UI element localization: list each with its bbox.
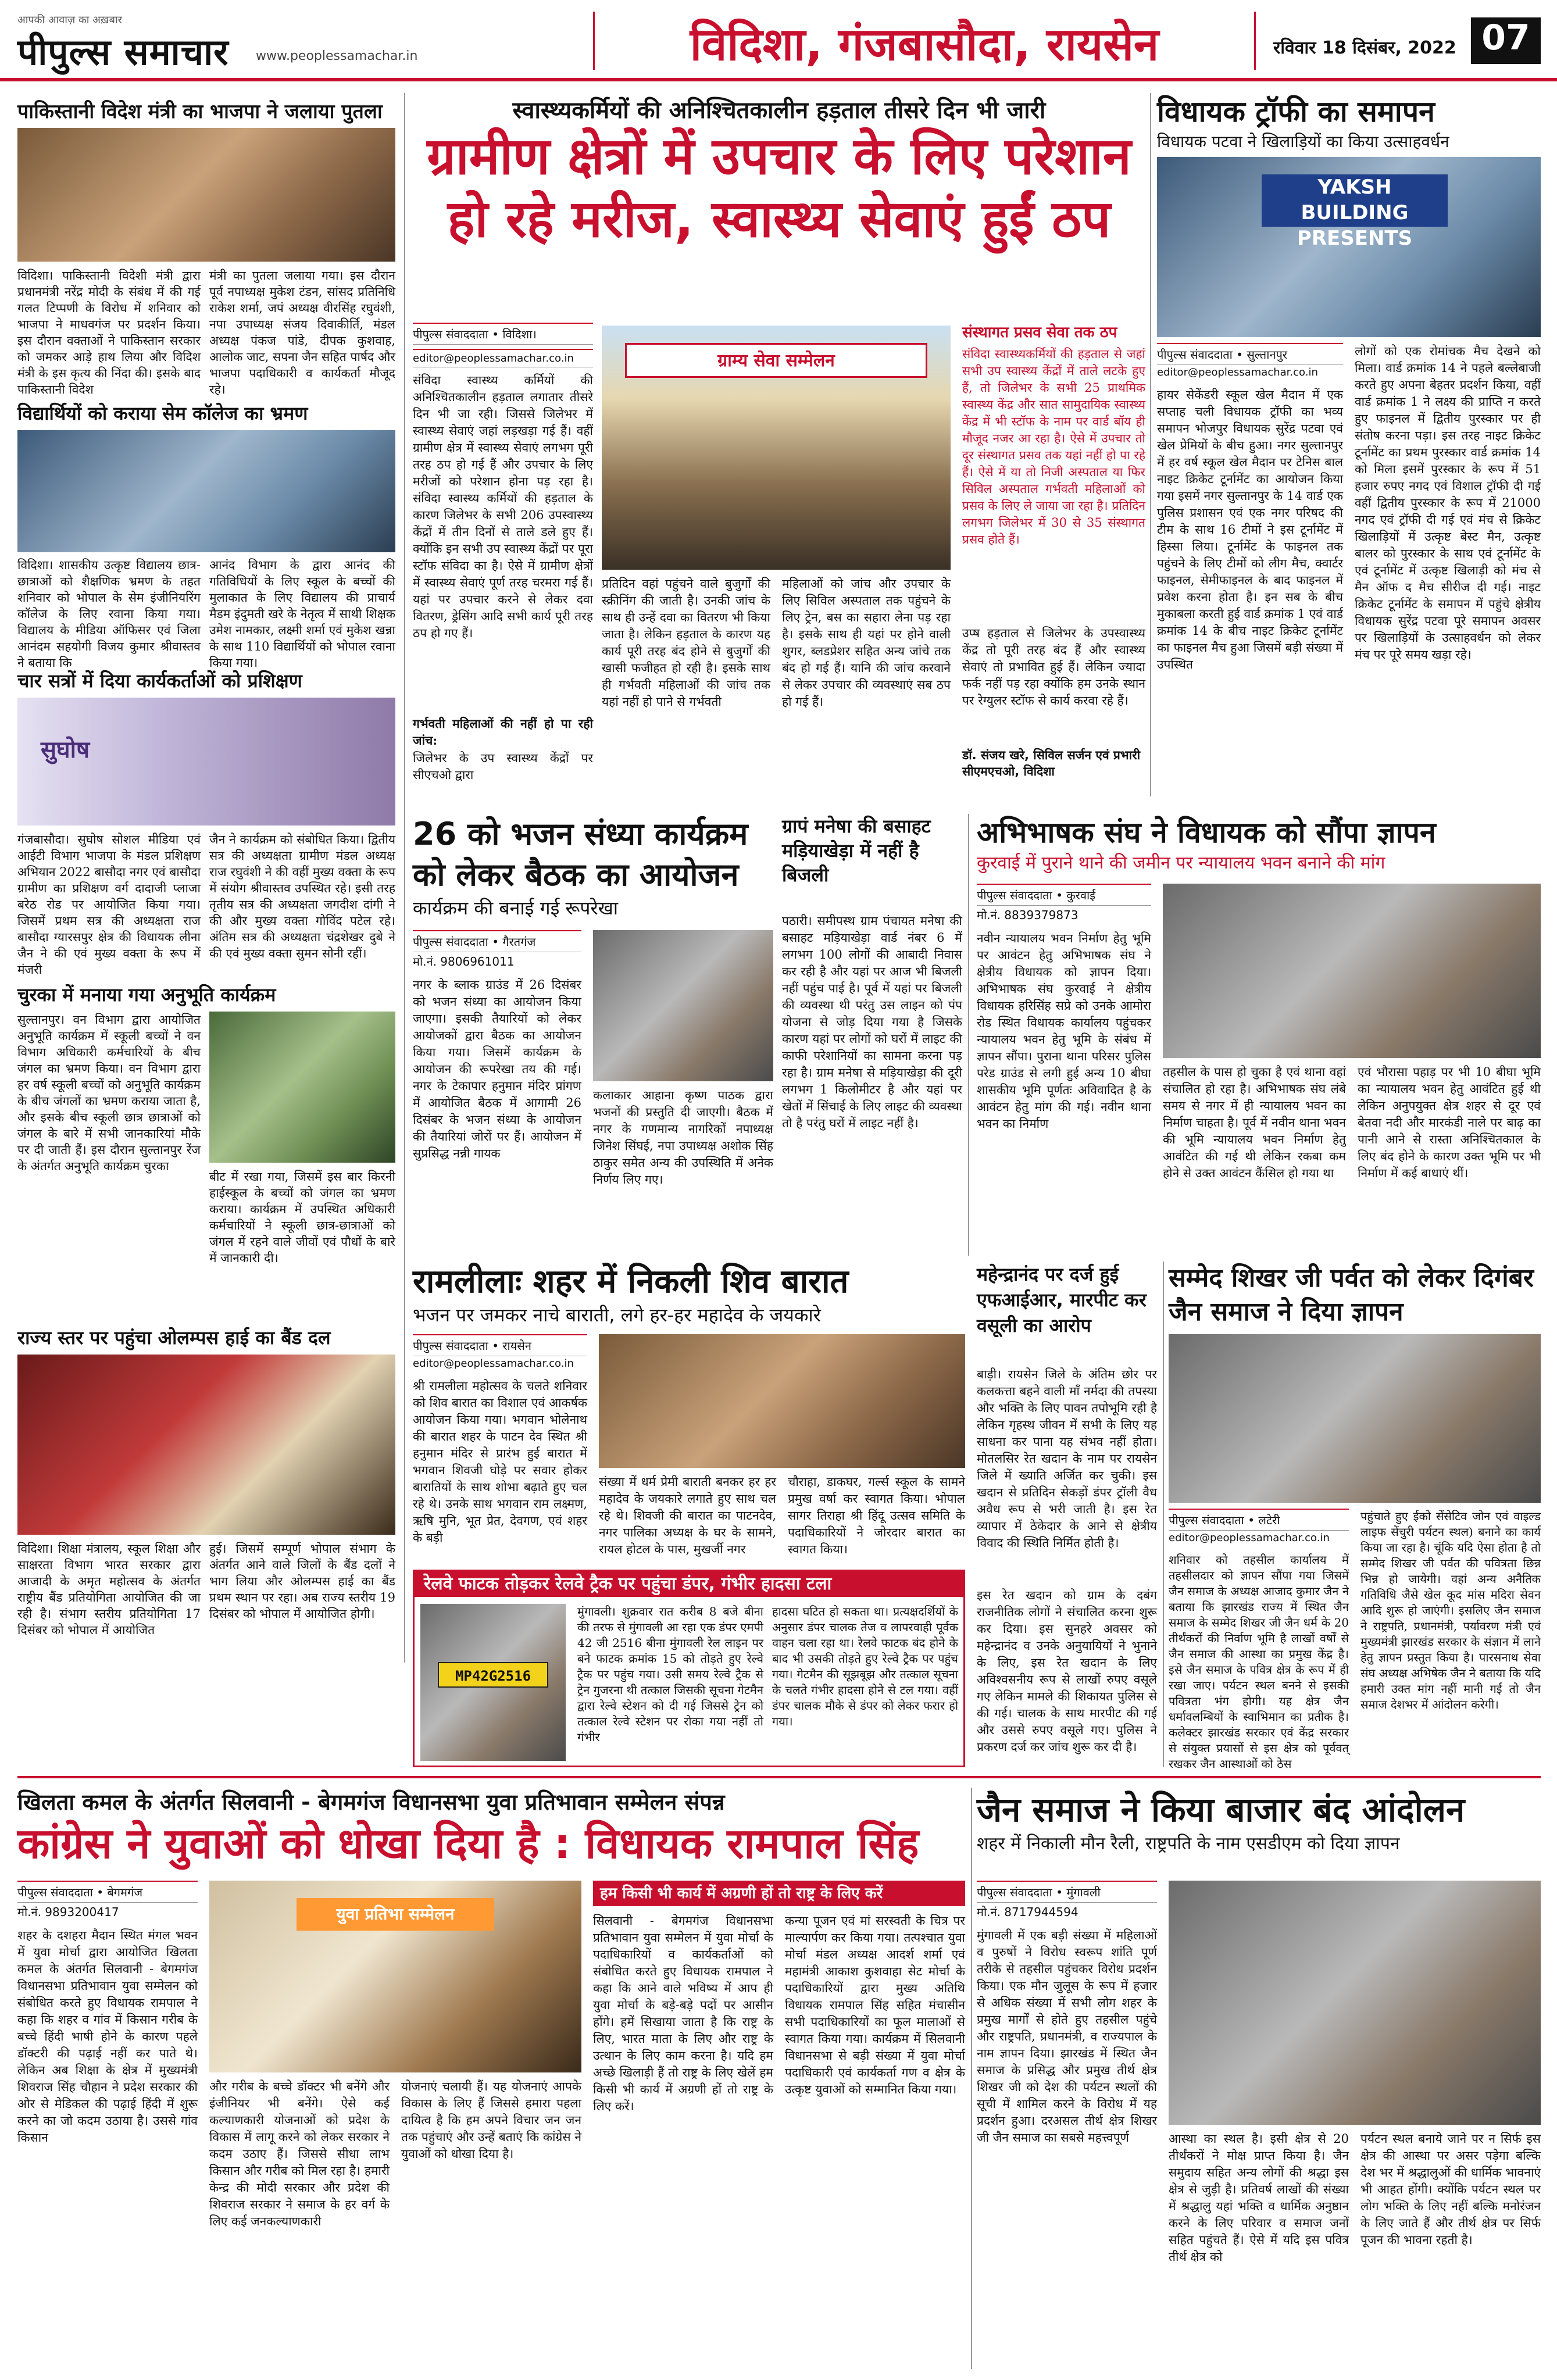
lead-headline-line1: ग्रामीण क्षेत्रों में उपचार के लिए परेशान bbox=[427, 126, 1131, 186]
story-jain bbox=[977, 1788, 1541, 2369]
headline: रामलीलाः शहर में निकली शिव बारात bbox=[413, 1263, 849, 1300]
body-text: जैन ने कार्यक्रम को संबोधित किया। द्वितीय सत्र की अध्यक्षता ग्रामीण मंडल अध्यक्ष राज रघुवंशी ने की वहीं मुख्य वक्ता के रूप में संयोग श्रीवास्तव उपस्थित रहे। इसी तरह तृतीय सत्र की अध्यक्षता जगदीश दांगी ने की और मुख्य वक्ता गोविंद पटेल रहे। अंतिम सत्र की अध्यक्षता चंद्रशेखर दुबे ने की एवं मुख्य वक्ता सुमन सोनी रहीं। bbox=[209, 832, 395, 960]
byline: पीपुल्स संवाददाता • मुंगावली bbox=[977, 1881, 1157, 1903]
photo bbox=[1169, 1881, 1541, 2125]
masthead bbox=[0, 0, 1557, 81]
photo bbox=[209, 1012, 395, 1163]
body-text: कन्या पूजन एवं मां सरस्वती के चित्र पर माल्यार्पण कर किया गया। तत्पश्चात युवा मोर्चा मंडल अध्यक्ष आदर्श शर्मा एवं महामंत्री आकाश कुशवाहा सेट मोर्चा के पदाधिकारियों द्वारा मुख्य अतिथि विधायक रामपाल सिंह सहित मंचासीन सभी पदाधिकारियों का फूल मालाओं से स्वागत किया गया। कार्यक्रम में सिलवानी विधानसभा से बड़ी संख्या में युवा मोर्चा पदाधिकारी एवं कार्यकर्ता गण व क्षेत्र के उत्कृष्ट युवाओं को सम्मानित किया गया। bbox=[785, 1914, 965, 2096]
body-text: तहसील के पास हो चुका है एवं थाना वहां संचालित हो रहा है। अभिभाषक संघ लंबे समय से नगर में ही न्यायालय भवन का निर्माण चाहता है। पूर्व में नवीन थाना भवन की भूमि न्यायालय भवन निर्माण हेतु आवंटित की गई थी लेकिन रकबा कम होने से उक्त आवंटन कैंसिल हो गया था bbox=[1163, 1065, 1346, 1180]
event-banner: YAKSH BUILDING PRESENTS bbox=[1262, 174, 1448, 227]
mobile: मो.नं. 9806961011 bbox=[413, 955, 515, 969]
photo bbox=[1169, 1334, 1541, 1503]
byline: पीपुल्स संवाददाता • रायसेन bbox=[413, 1334, 587, 1356]
photo bbox=[420, 1604, 566, 1761]
body-text: इस रेत खदान को ग्राम के दबंग राजनीतिक लोगों ने संचालित करना शुरू कर दिया। इस सुनहरे अवसर को महेन्द्रानंद व उनके अनुयायियों ने भुनाने के लिए, इस रेत खदान के लिए अविश्वसनीय रूप से लाखों रुपए वसूले गए लेकिन मामले की शिकायत पुलिस से की गई। चालक के साथ मारपीट की गई और उससे रुपए वसूले गए। पुलिस ने प्रकरण दर्ज कर जांच शुरू कर दी है। bbox=[977, 1588, 1157, 1754]
email: editor@peoplessamachar.co.in bbox=[413, 1357, 574, 1370]
photo bbox=[17, 430, 395, 552]
body-text: महिलाओं को जांच और उपचार के लिए सिविल अस्पताल तक पहुंचने के लिए ट्रेन, बस का सहारा लेना पड़ रहा है। इसके साथ ही यहां पर होने वाली शुगर, ब्लडप्रेशर सहित अन्य जांचे तक बंद हो गई हैं। यानि की जांच करवाने से लेकर उपचार की व्यवस्थाएं सब ठप हो गई हैं। bbox=[782, 577, 951, 709]
body-text: प्रतिदिन वहां पहुंचने वाले बुजुर्गों की स्क्रीनिंग की जाती है। उनकी जांच के साथ ही उन्हें दवा का वितरण भी किया जाता है। लेकिन हड़ताल के कारण यह कार्य पूरी तरह बंद होने से बुजुर्गों की खासी फजीहत हो रही है। इसके साथ ही गर्भवती महिलाओं की जांच तक यहां नहीं हो पाने से गर्भवती bbox=[602, 577, 770, 709]
body-text: बाड़ी। रायसेन जिले के अंतिम छोर पर कलकत्ता बहने वाली माँ नर्मदा की तपस्या और भक्ति के लिए पावन तपोभूमि रही है लेकिन गृहस्थ जीवन में सभी के लिए यह साधना कर पाना यह संभव नहीं होता। मोतलसिर रेत खदान के नाम पर रायसेन जिले में ख्याति अर्जित कर चुकी। इस खदान से प्रतिदिन सेकड़ों डंपर ट्रॉली वैध अवैध रूप से भरी जाती है। इस रेत व्यापार में ठेकेदार के आने से क्षेत्रीय विवाद की स्थिति निर्मित होती है। bbox=[977, 1367, 1157, 1550]
mobile: मो.नं. 8717944594 bbox=[977, 1905, 1079, 1919]
body-text: मुंगावली। शुक्रवार रात करीब 8 बजे बीना की तरफ से मुंगावली आ रहा एक डंपर एमपी 42 जी 2516 बीना मुंगावली रेल लाइन पर बने फाटक क्रमांक 15 को तोड़ते हुए रेल्वे ट्रैक पर पहुंच गया। उसी समय रेल्वे ट्रैक से ट्रेन गुजरना थी तत्काल जिसकी सूचना गेटमैन द्वारा रेल्वे स्टेशन को दी गई जिससे ट्रेन को तत्काल रेल्वे स्टेशन पर रोका गया नहीं तो गंभीर bbox=[577, 1604, 763, 1744]
quote-attribution: डॉ. संजय खरे, सिविल सर्जन एवं प्रभारी सीएमएचओ, विदिशा bbox=[962, 748, 1141, 778]
lead-story bbox=[413, 93, 1145, 796]
subhead-bold: गर्भवती महिलाओं की नहीं हो पा रही जांच: bbox=[413, 716, 593, 748]
kicker: खिलता कमल के अंतर्गत सिलवानी - बेगमगंज विधानसभा युवा प्रतिभावान सम्मेलन संपन्न bbox=[17, 1789, 725, 1815]
byline bbox=[413, 323, 593, 345]
column-rule bbox=[404, 93, 405, 1663]
lead-headline-line2: हो रहे मरीज, स्वास्थ्य सेवाएं हुईं ठप bbox=[447, 189, 1111, 249]
body-text: सुल्तानपुर। वन विभाग द्वारा आयोजित अनुभूति कार्यक्रम में स्कूली बच्चों ने वन विभाग अधिकारी कर्मचारियों के बीच जंगल का भ्रमण किया। वन विभाग द्वारा हर वर्ष स्कूली बच्चों को अनुभूति कार्यक्रम के बीच जंगलों का भ्रमण कराया जाता है, और इसके बीच स्कूली छात्र छात्राओं को जंगल के बारे में सभी जानकारियां मौके पर दी जाती हैं। इस दौरान सुल्तानपुर रेंज के अंतर्गत अनुभूति कार्यक्रम चुरका bbox=[17, 1013, 201, 1173]
photo bbox=[17, 698, 395, 826]
story-lawyers bbox=[977, 814, 1541, 1256]
body-text: हुई। जिसमें सम्पूर्ण भोपाल संभाग के अंतर्गत आने वाले जिलों के बैंड दलों ने भाग लिया और ओलम्पस हाई का बैंड प्रथम स्थान पर रहा। अब राज्य स्तरीय 19 दिसंबर को भोपाल में आयोजित होगी। bbox=[209, 1542, 395, 1621]
headline: चार सत्रों में दिया कार्यकर्ताओं को प्रशिक्षण bbox=[17, 670, 302, 692]
body-text: मुंगावली में एक बड़ी संख्या में महिलाओं व पुरुषों ने विरोध स्वरूप शांति पूर्ण तरीके से तहसील पहुंचकर विरोध प्रदर्शन किया। एक मौन जुलूस के रूप में हजार से अधिक संख्या में सभी लोग शहर के प्रमुख मार्गों से होते हुए तहसील पहुंचे और राष्ट्रपति, प्रधानमंत्री, व राज्यपाल के नाम ज्ञापन दिया। झारखंड में स्थित जैन समाज के प्रसिद्ध और प्रमुख तीर्थ क्षेत्र शिखर जी को देश की पर्यटन स्थलों की सूची में शामिल करने के विरोध में यह प्रदर्शन हुआ। दरअसल तीर्थ क्षेत्र शिखर जी जैन समाज का सबसे महत्त्वपूर्ण bbox=[977, 1928, 1157, 2145]
subhead-bar: हम किसी भी कार्य में अग्रणी हों तो राष्ट्र के लिए करें bbox=[593, 1881, 965, 1906]
column-rule bbox=[1150, 93, 1151, 796]
number-plate: MP42G2516 bbox=[438, 1662, 548, 1688]
byline-text: पीपुल्स संवाददाता • विदिशा। bbox=[413, 327, 537, 341]
body-text: नवीन न्यायालय भवन निर्माण हेतु भूमि पर आवंटन हेतु अभिभाषक संघ ने क्षेत्रीय विधायक को ज्ञापन दिया। अभिभाषक संघ कुरवाई ने क्षेत्रीय विधायक हरिसिंह सप्रे को उनके आमोरा रोड स्थित विधायक कार्यालय पहुंचकर न्यायालय भवन हेतु भूमि के संबंध में ज्ञापन सौंपा। पुराना थाना परिसर पुलिस परेड ग्राउंड से लगी हुई अन्य 10 बीघा शासकीय भूमि पूर्णतः अविवादित है के आवंटन हेतु मांग की गई। नवीन थाना भवन का निर्माण bbox=[977, 931, 1151, 1131]
headline: जैन समाज ने किया बाजार बंद आंदोलन bbox=[977, 1790, 1465, 1829]
body-text: गंजबासौदा। सुघोष सोशल मीडिया एवं आईटी विभाग भाजपा के मंडल प्रशिक्षण अभियान 2022 बासौदा नगर एवं बासौदा ग्रामीण का प्रशिक्षण वर्ग दादाजी प्लाजा बरेठ रोड पर आयोजित किया गया। जिसमें प्रथम सत्र की अध्यक्षता राज बासौदा ग्यारसपुर क्षेत्र की विधायक लीना जैन ने की एवं मुख्य वक्ता के रूप में मंजरी bbox=[17, 832, 201, 977]
headline: 26 को भजन संध्या कार्यक्रम bbox=[413, 816, 748, 852]
logo-name: पीपुल्स समाचार bbox=[17, 31, 229, 73]
side-text: संविदा स्वास्थ्यकर्मियों की हड़ताल से जहां सभी उप स्वास्थ्य केंद्रों में ताले लटके हुए हैं, तो जिलेभर के सभी 25 प्राथमिक स्वास्थ्य केंद्र और सात सामुदायिक स्वास्थ्य केंद्र में भी स्टॉफ के नाम पर वार्ड बॉय ही मौजूद नजर आ रहा है। ऐसे में उपचार तो दूर संस्थागत प्रसव तक यहां नहीं हो पा रहे हैं। ऐसे में या तो निजी अस्पताल या फिर सिविल अस्पताल गर्भवती महिलाओं को प्रसव के लिए ले जाया जा रहा है। प्रतिदिन लगभग जिलेभर में 30 से 35 संस्थागत प्रसव होते हैं। bbox=[962, 347, 1145, 546]
headline: महेन्द्रानंद पर दर्ज हुई एफआईआर, मारपीट कर वसूली का आरोप bbox=[977, 1263, 1147, 1336]
column-rule bbox=[1163, 1262, 1164, 1767]
byline: पीपुल्स संवाददाता • लटेरी bbox=[1169, 1509, 1349, 1531]
body-text: हादसा घटित हो सकता था। प्रत्यक्षदर्शियों के अनुसार डंपर चालक तेज व लापरवाही पूर्वक वाहन चला रहा था। रेलवे फाटक बंद होने के बाद भी उसकी तोड़ते हुए रेल्वे ट्रैक पर पहुंच गया। गेटमैन की सूझबूझ और तत्काल सूचना के चलते गंभीर हादसा होने से टल गया। वहीं डंपर चालक मौके से डंपर को लेकर फरार हो गया। bbox=[772, 1604, 958, 1728]
photo bbox=[1157, 157, 1541, 337]
body-text: पर्यटन स्थल बनाये जाने पर न सिर्फ इस क्षेत्र की आस्था पर असर पड़ेगा बल्कि देश भर में श्रद्धालुओं की धार्मिक भावनाएं भी आहत होंगी। क्योंकि पर्यटन स्थल पर लोग भक्ति के लिए नहीं बल्कि मनोरंजन के लिए जाते हैं और तीर्थ क्षेत्र पर सिर्फ पूजन की भावना रहती है। bbox=[1360, 2132, 1541, 2247]
photo bbox=[209, 1881, 581, 2072]
email: editor@peoplessamachar.co.in bbox=[413, 349, 593, 367]
story-training bbox=[17, 669, 395, 977]
byline: पीपुल्स संवाददाता • गैरतगंज bbox=[413, 930, 581, 952]
photo bbox=[1163, 884, 1541, 1058]
email: editor@peoplessamachar.co.in bbox=[1157, 366, 1318, 378]
body-text: नगर के ब्लाक ग्राउंड में 26 दिसंबर को भजन संध्या का आयोजन किया जाएगा। इसकी तैयारियों को लेकर आयोजकों द्वारा बैठक का आयोजन किया गया। जिसमें कार्यक्रम के आयोजन की रूपरेखा तय की गई। नगर के टेकापार हनुमान मंदिर प्रांगण में आयोजित बैठक में आगामी 26 दिसंबर के भजन संध्या के आयोजन की तैयारियां जोरों पर हैं। आयोजन में सुप्रसिद्ध नन्नी गायक bbox=[413, 978, 581, 1160]
sughosh-logo: सुघोष bbox=[41, 737, 90, 763]
seminar-banner: ग्राम्य सेवा सम्मेलन bbox=[625, 343, 927, 378]
story-sammed bbox=[1169, 1262, 1541, 1771]
dateline: रविवार 18 दिसंबर, 2022 bbox=[1273, 38, 1456, 58]
side-headline: संस्थागत प्रसव सेवा तक ठप bbox=[962, 324, 1117, 341]
story-railway bbox=[413, 1570, 965, 1767]
story-electricity bbox=[782, 814, 962, 1256]
headline: को लेकर बैठक का आयोजन bbox=[413, 856, 739, 893]
headline: चुरका में मनाया गया अनुभूति कार्यक्रम bbox=[17, 984, 276, 1006]
story-college-visit bbox=[17, 401, 395, 670]
quote: उप्ष हड़ताल से जिलेभर के उपस्वास्थ्य केंद्र तो पूरी तरह बंद हैं और स्वास्थ्य सेवाएं तो प्रभावित हुई हैं। लेकिन ज्यादा फर्क नहीं पड़ रहा क्योंकि हम उनके स्थान पर रेग्युलर स्टॉफ से कार्य करवा रहे हैं। bbox=[962, 626, 1145, 707]
body-text: पठारी। समीपस्थ ग्राम पंचायत मनेषा की बसाहट मड़ियाखेड़ा वार्ड नंबर 6 में लगभग 100 लोगों की आबादी निवास कर रही है और यहां पर आज भी बिजली नहीं पहुंच पाई है। पूर्व में यहां पर बिजली की व्यवस्था थी परंतु उस लाइन को पंप योजना से जोड़ दिया गया है जिसके कारण यहां पर लोगों को घरों में लाइट की काफी परेशानियों का सामना करना पड़ रहा है। ग्राम मनेषा से मड़ियाखेड़ा की दूरी लगभग 1 किलोमीटर है और यहां पर खेतों में सिंचाई के लिए लाइट की व्यवस्था तो है परंतु घरों में लाइट नहीं है। bbox=[782, 914, 962, 1130]
byline: पीपुल्स संवाददाता • बेगमगंज bbox=[17, 1881, 198, 1903]
subhead: भजन पर जमकर नाचे बाराती, लगे हर-हर महादेव के जयकारे bbox=[413, 1304, 821, 1326]
body-text: सिलवानी - बेगमगंज विधानसभा प्रतिभावान युवा सम्मेलन में युवा मोर्चा के पदाधिकारियों व कार्यकर्ताओं को संबोधित करते हुए विधायक रामपाल ने कहा कि आने वाले भविष्य में आप ही युवा मोर्चा के बड़े-बड़े पदों पर आसीन होंगे। हमें सिखाया जाता है कि राष्ट्र के लिए, भारत माता के लिए और राष्ट्र के उत्थान के लिए काम करना है। यदि हम अच्छे खिलाड़ी हैं तो राष्ट्र के लिए खेलें हम किसी भी कार्य में अग्रणी हों तो राष्ट्र के लिए करें। bbox=[593, 1914, 773, 2113]
lead-kicker: स्वास्थ्यकर्मियों की अनिश्चितकालीन हड़ताल तीसरे दिन भी जारी bbox=[512, 97, 1046, 124]
body-text: विदिशा। पाकिस्तानी विदेशी मंत्री द्वारा प्रधानमंत्री नरेंद्र मोदी के संबंध में की गई गलत टिप्पणी के विरोध में शनिवार को भाजपा ने माधवगंज पर प्रदर्शन किया। इस दौरान वक्ताओं ने पाकिस्तान सरकार को जमकर आड़े हाथ लिया और विदिश मंत्री के इस कृत्य की निंदा की। इसके बाद पाकिस्तानी विदेश bbox=[17, 269, 201, 396]
body-text: विदिशा। शिक्षा मंत्रालय, स्कूल शिक्षा और साक्षरता विभाग भारत सरकार द्वारा आजादी के अमृत महोत्सव के अंतर्गत राष्ट्रीय बैंड प्रतियोगिता आयोजित की जा रही है। संभाग स्तरीय प्रतियोगिता 17 दिसंबर को भोपाल में आयोजित bbox=[17, 1542, 201, 1637]
story-congress bbox=[17, 1788, 965, 2369]
subhead: कार्यक्रम की बनाई गई रूपरेखा bbox=[413, 897, 619, 919]
story-trophy bbox=[1157, 93, 1541, 796]
photo bbox=[593, 930, 773, 1081]
headline-bar: रेलवे फाटक तोड़कर रेलवे ट्रैक पर पहुंचा डंपर, गंभीर हादसा टला bbox=[415, 1571, 963, 1597]
body-text: मंत्री का पुतला जलाया गया। इस दौरान पूर्व नपाध्यक्ष मुकेश टंडन, सांसद प्रतिनिधि राकेश शर्मा, जपं अध्यक्ष वीरसिंह रघुवंशी, नपा उपाध्यक्ष संजय दिवाकीर्ति, मंडल अध्यक्ष पंकज पांडे, दीपक कुशवाह, आलोक जाट, सपना जैन सहित पार्षद और भाजपा पदाधिकारी व कार्यकर्ता मौजूद रहे। bbox=[209, 269, 395, 396]
headline: विधायक ट्रॉफी का समापन bbox=[1157, 95, 1435, 128]
headline: सम्मेद शिखर जी पर्वत को लेकर दिगंबर जैन समाज ने दिया ज्ञापन bbox=[1169, 1263, 1534, 1327]
body-text: संविदा स्वास्थ्य कर्मियों की अनिश्चितकालीन हड़ताल लगातार तीसरे दिन भी जा रही। जिससे जिलेभर में स्वास्थ्य सेवाएं जहां लड़खड़ा गई हैं। वहीं ग्रामीण क्षेत्र में स्वास्थ्य सेवाएं लगभग पूरी तरह ठप हो गई हैं और उपचार के लिए मरीजों को परेशान होना पड़ रहा है। संविदा स्वास्थ्य कर्मियों की हड़ताल के कारण जिलेभर के सभी 206 उपस्वास्थ्य केंद्रों में तीन दिनों से ताले डले हुए हैं। क्योंकि इन सभी उप स्वास्थ्य केंद्रों पर पूरा स्टॉफ संविदा का है। ऐसे में ग्रामीण क्षेत्रों में स्वास्थ्य सेवाएं पूर्ण तरह चरमरा गई हैं। यहां पर उपचार करने से लेकर दवा वितरण, ड्रेसिंग आदि सभी कार्य पूरी तरह ठप हो गए हैं। bbox=[413, 373, 593, 640]
body-text: शहर के दशहरा मैदान स्थित मंगल भवन में युवा मोर्चा द्वारा आयोजित खिलता कमल के अंतर्गत सिलवानी - बेगमगंज विधानसभा प्रतिभावान युवा सम्मेलन को संबोधित करते हुए विधायक रामपाल ने कहा कि शहर व गांव में किसान गरीब के बच्चे हिंदी भाषी होने के कारण पहले डॉक्टरी की पढ़ाई नहीं कर पाते थे। लेकिन अब शिक्षा के क्षेत्र में मुख्यमंत्री शिवराज सिंह चौहान ने प्रदेश सरकार की ओर से मेडिकल की पढ़ाई हिंदी में शुरू करने का जो कदम उठाया है। उससे गांव किसान bbox=[17, 1928, 198, 2145]
story-effigy bbox=[17, 99, 395, 396]
photo bbox=[599, 1334, 965, 1468]
email: editor@peoplessamachar.co.in bbox=[1169, 1532, 1330, 1544]
photo bbox=[17, 128, 395, 262]
mobile: मो.नं. 8839379873 bbox=[977, 908, 1079, 922]
byline: पीपुल्स संवाददाता • कुरवाई bbox=[977, 884, 1151, 906]
logo-tagline: आपकी आवाज़ का अख़बार bbox=[17, 14, 122, 26]
side-panel bbox=[962, 323, 1145, 796]
subhead: विधायक पटवा ने खिलाड़ियों का किया उत्साहवर्धन bbox=[1157, 132, 1449, 151]
headline: कांग्रेस ने युवाओं को धोखा दिया है : विधायक रामपाल सिंह bbox=[17, 1819, 919, 1868]
body-text: बीट में रखा गया, जिसमें इस बार किरनी हाईस्कूल के बच्चों को जंगल का भ्रमण कराया। कार्यक्रम में उपस्थित अधिकारी कर्मचारियों ने स्कूली छात्र-छात्राओं को जंगल में रहने वाले जीवों एवं पौधों के बारे में जानकारी दी। bbox=[209, 1170, 395, 1265]
story-fir bbox=[977, 1262, 1157, 1767]
story-bhajan bbox=[413, 814, 773, 1256]
body-text: लोगों को एक रोमांचक मैच देखने को मिला। वार्ड क्रमांक 14 ने पहले बल्लेबाजी करते हुए अपना बेहतर प्रदर्शन किया, वहीं वार्ड क्रमांक 1 ने लक्ष्य की प्राप्ति न करते हुए फाइनल में द्वितीय पुरस्कार पर ही संतोष करना पड़ा। इस तरह नाइट क्रिकेट टूर्नामेंट का प्रथम पुरस्कार वार्ड क्रमांक 14 को मिला इसमें पुरस्कार के रूप में 51 हजार रुपए नगद एवं विशाल ट्रॉफी दी गई वहीं द्वितीय पुरस्कार के रूप में 21000 नगद एवं ट्रॉफी दी गई एवं मंच से क्रिकेट खिलाड़ियों में उत्कृष्ट बेस्ट मैन, उत्कृष्ट बालर को पुरस्कार के साथ एवं टूर्नामेंट के एवं टूर्नामेंट में उत्कृष्ट खिलाड़ी को मंच से मैन ऑफ द मैच सीरीज दी गई। नाइट क्रिकेट टूर्नामेंट के समापन में पहुंचे क्षेत्रीय विधायक सुरेंद्र पटवा पूरे समापन अवसर पर खिलाड़ियों के उत्साहवर्धन को लेकर मंच पर पूरे समय खड़ा रहे। bbox=[1355, 344, 1541, 662]
body-text: शनिवार को तहसील कार्यालय में तहसीलदार को ज्ञापन सौंपा गया जिसमें जैन समाज के अध्यक्ष आजाद कुमार जैन ने बताया कि झारखंड राज्य में स्थित जैन समाज के सम्मेद शिखर जी जैन धर्म के 20 तीर्थंकरों की निर्वाण भूमि है लाखों वर्षों से जैन समाज की आस्था का प्रमुख केंद्र है। इसे जैन समाज के पवित्र क्षेत्र के रूप में ही रखा जाए। पर्यटन स्थल बनने से इसकी पवित्रता भंग होगी। यह क्षेत्र जैन धर्मावलम्बियों के स्वाभिमान का प्रतीक है। कलेक्टर झारखंड सरकार एवं केंद्र सरकार से संयुक्त प्रयासों से इस क्षेत्र को पूर्ववत् रखकर जैन आस्थाओं को ठेस bbox=[1169, 1553, 1349, 1771]
body-text: चौराहा, डाकघर, गर्ल्स स्कूल के सामने प्रमुख वर्षा कर स्वागत किया। भोपाल सागर तिराहा श्री हिंदू उत्सव समिति के पदाधिकारियों ने जोरदार बारात का स्वागत किया। bbox=[788, 1475, 965, 1556]
body-text: योजनाएं चलायी हैं। यह योजनाएं आपके विकास के लिए हैं जिससे हमारा पहला दायित्व है कि हम अपने विचार जन जन तक पहुंचाएं और उन्हें बताएं कि कांग्रेस ने युवाओं को धोखा दिया है। bbox=[401, 2079, 581, 2161]
section-rule bbox=[17, 1776, 1541, 1778]
body-text: आस्था का स्थल है। इसी क्षेत्र से 20 तीर्थंकरों ने मोक्ष प्राप्त किया है। जैन समुदाय सहित अन्य लोगों की श्रद्धा इस क्षेत्र से जुड़ी है। प्रतिवर्ष लाखों की संख्या में श्रद्धालु यहां भक्ति व धार्मिक अनुष्ठान करने के लिए परिवार व समाज जनों सहित पहुंचते हैं। ऐसे में यदि इस पवित्र तीर्थ क्षेत्र को bbox=[1169, 2132, 1349, 2264]
byline: पीपुल्स संवाददाता • सुल्तानपुर bbox=[1157, 343, 1343, 365]
photo bbox=[17, 1355, 395, 1535]
lead-photo bbox=[602, 326, 951, 570]
column-rule bbox=[968, 814, 969, 1256]
story-band bbox=[17, 1325, 395, 1651]
mobile: मो.नं. 9893200417 bbox=[17, 1905, 119, 1919]
body-text: जिलेभर के उप स्वास्थ्य केंद्रों पर सीएचओ द्वारा bbox=[413, 751, 593, 782]
section-title: विदिशा, गंजबासौदा, रायसेन bbox=[593, 12, 1256, 70]
headline: विद्यार्थियों को कराया सेम कॉलेज का भ्रमण bbox=[17, 402, 308, 424]
headline: पाकिस्तानी विदेश मंत्री का भाजपा ने जलाया पुतला bbox=[17, 100, 383, 123]
body-text: पहुंचाते हुए ईको सेंसेटिव जोन एवं वाइल्ड लाइफ सेंचुरी पर्यटन स्थल) बनाने का कार्य किया जा रहा है। चूंकि यदि ऐसा होता है तो सम्मेद शिखर जी पर्वत की पवित्रता छिन्न भिन्न हो जायेगी। वहां अन्य अनैतिक गतिविधि जैसे खेल कूद मांस मदिरा सेवन आदि शुरू हो जाएंगी। इसलिए जैन समाज ने राष्ट्रपति, प्रधानमंत्री, पर्यावरण मंत्री एवं मुख्यमंत्री झारखंड सरकार के संज्ञान में लाने हेतु ज्ञापन प्रस्तुत किया है। पारसनाथ सेवा संघ अध्यक्ष अभिषेक जैन ने बताया कि यदि हमारी उक्त मांग नहीं मानी गई तो जैन समाज देशभर में आंदोलन करेगी। bbox=[1360, 1509, 1541, 1711]
subhead: शहर में निकाली मौन रैली, राष्ट्रपति के नाम एसडीएम को दिया ज्ञापन bbox=[977, 1834, 1400, 1854]
subhead: कुरवाई में पुराने थाने की जमीन पर न्यायालय भवन बनाने की मांग bbox=[977, 853, 1385, 873]
body-text: विदिशा। शासकीय उत्कृष्ट विद्यालय छात्र-छात्राओं को शैक्षणिक भ्रमण के तहत शनिवार को भोपाल के सेम इंजीनियरिंग कॉलेज के लिए रवाना किया गया। विद्यालय के मीडिया ऑफिसर एवं जिला आनंदम सहयोगी विजय कुमार श्रीवास्तव ने बताया कि bbox=[17, 558, 201, 670]
column-rule bbox=[971, 1788, 972, 2369]
story-anubhuti bbox=[17, 982, 395, 1314]
body-text: हायर सेकेंडरी स्कूल खेल मैदान में एक सप्ताह चली विधायक ट्रॉफी का भव्य समापन भोजपुर विधायक सुरेंद्र पटवा एवं खेल प्रेमियों के बीच हुआ। नगर सुल्तानपुर में हर वर्ष स्कूल खेल मैदान पर टेनिस बाल नाइट क्रिकेट टूर्नामेंट का आयोजन किया गया इसमें नगर सुल्तानपुर के 14 वार्ड एक पुलिस प्रशासन एवं एक नगर परिषद की टीम के साथ 16 टीमों ने इस टूर्नामेंट में हिस्सा लिया। टूर्नामेंट के फाइनल तक पहुंचने के लिए टीमों को लीग मैच, क्वार्टर फाइनल, सेमीफाइनल के बाद फाइनल में प्रवेश करना होता है। इन सब के बीच मुकाबला करती हुई वार्ड क्रमांक 1 एवं वार्ड क्रमांक 14 के बीच नाइट क्रिकेट टूर्नामेंट का फाइनल मैच हुआ जिसमें बड़ी संख्या में उपस्थित bbox=[1157, 388, 1343, 671]
headline: ग्रापं मनेषा की बसाहट मड़ियाखेड़ा में नहीं है बिजली bbox=[782, 815, 931, 886]
page-number: 07 bbox=[1471, 17, 1541, 64]
body-text: और गरीब के बच्चे डॉक्टर भी बनेंगे और इंजीनियर भी बनेंगे। ऐसे कई कल्याणकारी योजनाओं को प्रदेश के विकास में लागू करने को लेकर सरकार ने कदम उठाए हैं। जिससे सीधा लाभ किसान और गरीब को मिल रहा है। हमारी केन्द्र की मोदी सरकार और प्रदेश की शिवराज सरकार ने समाज के हर वर्ग के लिए कई जनकल्याणकारी bbox=[209, 2079, 390, 2228]
body-text: एवं भौरासा पहाड़ पर भी 10 बीघा भूमि का न्यायालय भवन हेतु आवंटित हुई थी लेकिन अनुपयुक्त क्षेत्र शहर से दूर एवं बेतवा नदी और मारकंडी नाले पर बाढ़ का पानी आने से रास्ता अनिश्चितकाल के लिए बंद होने के कारण उक्त भूमि पर भी निर्माण में कई बाधाएं थीं। bbox=[1358, 1065, 1541, 1180]
website: www.peoplessamachar.in bbox=[256, 49, 418, 63]
body-text: आनंद विभाग के द्वारा आनंद की गतिविधियों के लिए स्कूल के बच्चों की मुलाकात के लिए विद्यालय की प्राचार्य मैडम इंदुमती खरे के नेतृत्व में साथी शिक्षक उमेश नामकार, लक्ष्मी शर्मा एवं मुकेश खन्ना के साथ 110 विद्यार्थियों को भोपाल रवाना किया गया। bbox=[209, 558, 395, 670]
event-banner: युवा प्रतिभा सम्मेलन bbox=[297, 1898, 494, 1931]
body-text: श्री रामलीला महोत्सव के चलते शनिवार को शिव बारात का विशाल एवं आकर्षक आयोजन किया गया। भगवान भोलेनाथ की बारात शहर के पाटन देव स्थित श्री हनुमान मंदिर से प्रारंभ हुई बारात में भगवान शिवजी घोड़े पर सवार होकर बारातियों के साथ शोभा बढ़ाते हुए चल रहे थे। उनके साथ भगवान राम लक्ष्मण, ऋषि मुनि, भूत प्रेत, देवगण, एवं शहर के बड़ी bbox=[413, 1379, 587, 1545]
body-text: संख्या में धर्म प्रेमी बाराती बनकर हर हर महादेव के जयकारे लगाते हुए साथ चल रहे थे। शिवजी की बारात का पाटनदेव, नगर पालिका अध्यक्ष के घर के सामने, रायल होटल के पास, मुखर्जी नगर bbox=[599, 1475, 776, 1556]
headline: राज्य स्तर पर पहुंचा ओलम्पस हाई का बैंड दल bbox=[17, 1327, 331, 1349]
body-text: कलाकार आहाना कृष्ण पाठक द्वारा भजनों की प्रस्तुति दी जाएगी। बैठक में नगर के गणमान्य नागरिकों नपाध्यक्ष जिनेश सिंघई, नपा उपाध्यक्ष अशोक सिंह ठाकुर समेत अन्य की उपस्थिति में अनेक निर्णय लिए गए। bbox=[593, 1088, 773, 1187]
headline: अभिभाषक संघ ने विधायक को सौंपा ज्ञापन bbox=[977, 816, 1436, 849]
